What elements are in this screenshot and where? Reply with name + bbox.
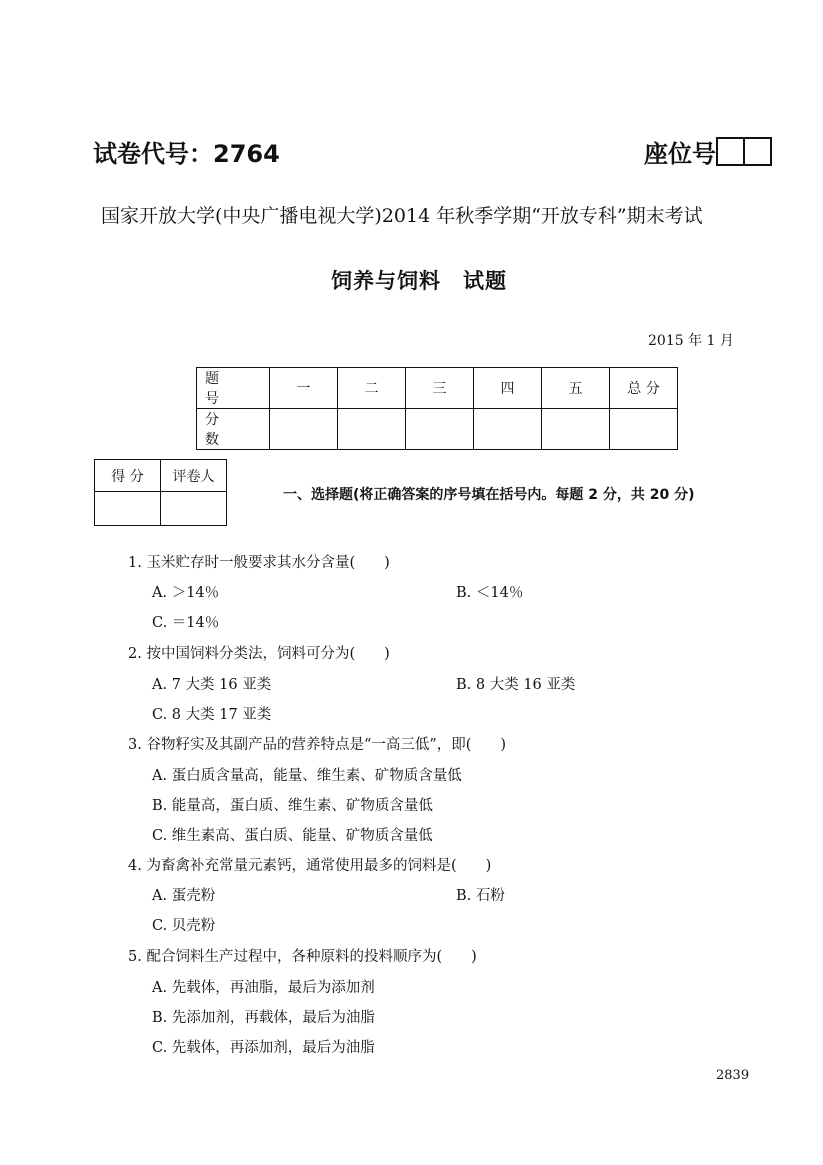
- option: C. 维生素高、蛋白质、能量、矿物质含量低: [152, 828, 433, 844]
- score-table-column: 四: [474, 368, 542, 409]
- score-label: 得 分: [95, 460, 161, 492]
- option: C. 先载体，再添加剂，最后为油脂: [152, 1040, 375, 1056]
- score-table-column: 一: [270, 368, 338, 409]
- option: B. 能量高，蛋白质、维生素、矿物质含量低: [152, 798, 433, 814]
- question-stem: 5. 配合饲料生产过程中，各种原料的投料顺序为( ): [128, 949, 477, 965]
- score-cell[interactable]: [474, 409, 542, 450]
- grader-label: 评卷人: [161, 460, 227, 492]
- option: A. 蛋壳粉: [152, 888, 216, 904]
- option: C. 8 大类 17 亚类: [152, 707, 272, 723]
- question-stem: 3. 谷物籽实及其副产品的营养特点是“一高三低”，即( ): [128, 737, 507, 753]
- seat-label: 座位号: [644, 140, 716, 168]
- score-cell[interactable]: [270, 409, 338, 450]
- grader-table: [94, 459, 227, 526]
- score-table-column: 总 分: [610, 368, 678, 409]
- section-heading: 一、选择题(将正确答案的序号填在括号内。每题 2 分，共 20 分): [283, 487, 695, 503]
- option: A. 7 大类 16 亚类: [152, 677, 272, 693]
- score-cell[interactable]: [406, 409, 474, 450]
- score-cell[interactable]: [95, 492, 161, 526]
- exam-date: 2015 年 1 月: [648, 333, 734, 349]
- exam-title: 饲养与饲料 试题: [331, 269, 507, 293]
- option: B. 先添加剂，再载体，最后为油脂: [152, 1010, 375, 1026]
- page-number: 2839: [716, 1068, 750, 1083]
- university-title: 国家开放大学(中央广播电视大学)2014 年秋季学期“开放专科”期末考试: [101, 205, 703, 227]
- option: C. ＝14％: [152, 615, 220, 631]
- score-table-column: 二: [338, 368, 406, 409]
- option: A. 蛋白质含量高，能量、维生素、矿物质含量低: [152, 768, 462, 784]
- score-cell[interactable]: [338, 409, 406, 450]
- seat-box[interactable]: [745, 137, 772, 166]
- score-table: [196, 367, 678, 450]
- seat-number: [644, 134, 772, 169]
- score-table-row-header: 题 号: [197, 368, 270, 409]
- option: A. ＞14％: [152, 585, 220, 601]
- score-table-column: 三: [406, 368, 474, 409]
- score-cell[interactable]: [542, 409, 610, 450]
- question-stem: 2. 按中国饲料分类法，饲料可分为( ): [128, 646, 390, 662]
- seat-box[interactable]: [716, 137, 745, 166]
- paper-code: 试卷代号：2764: [93, 140, 280, 168]
- option: B. 8 大类 16 亚类: [456, 677, 576, 693]
- score-table-column: 五: [542, 368, 610, 409]
- option: A. 先载体，再油脂，最后为添加剂: [152, 980, 375, 996]
- option: B. ＜14％: [456, 585, 524, 601]
- question-stem: 4. 为畜禽补充常量元素钙，通常使用最多的饲料是( ): [128, 858, 492, 874]
- score-table-row-header: 分 数: [197, 409, 270, 450]
- question-stem: 1. 玉米贮存时一般要求其水分含量( ): [128, 555, 390, 571]
- grader-cell[interactable]: [161, 492, 227, 526]
- option: B. 石粉: [456, 888, 505, 904]
- option: C. 贝壳粉: [152, 918, 216, 934]
- score-cell[interactable]: [610, 409, 678, 450]
